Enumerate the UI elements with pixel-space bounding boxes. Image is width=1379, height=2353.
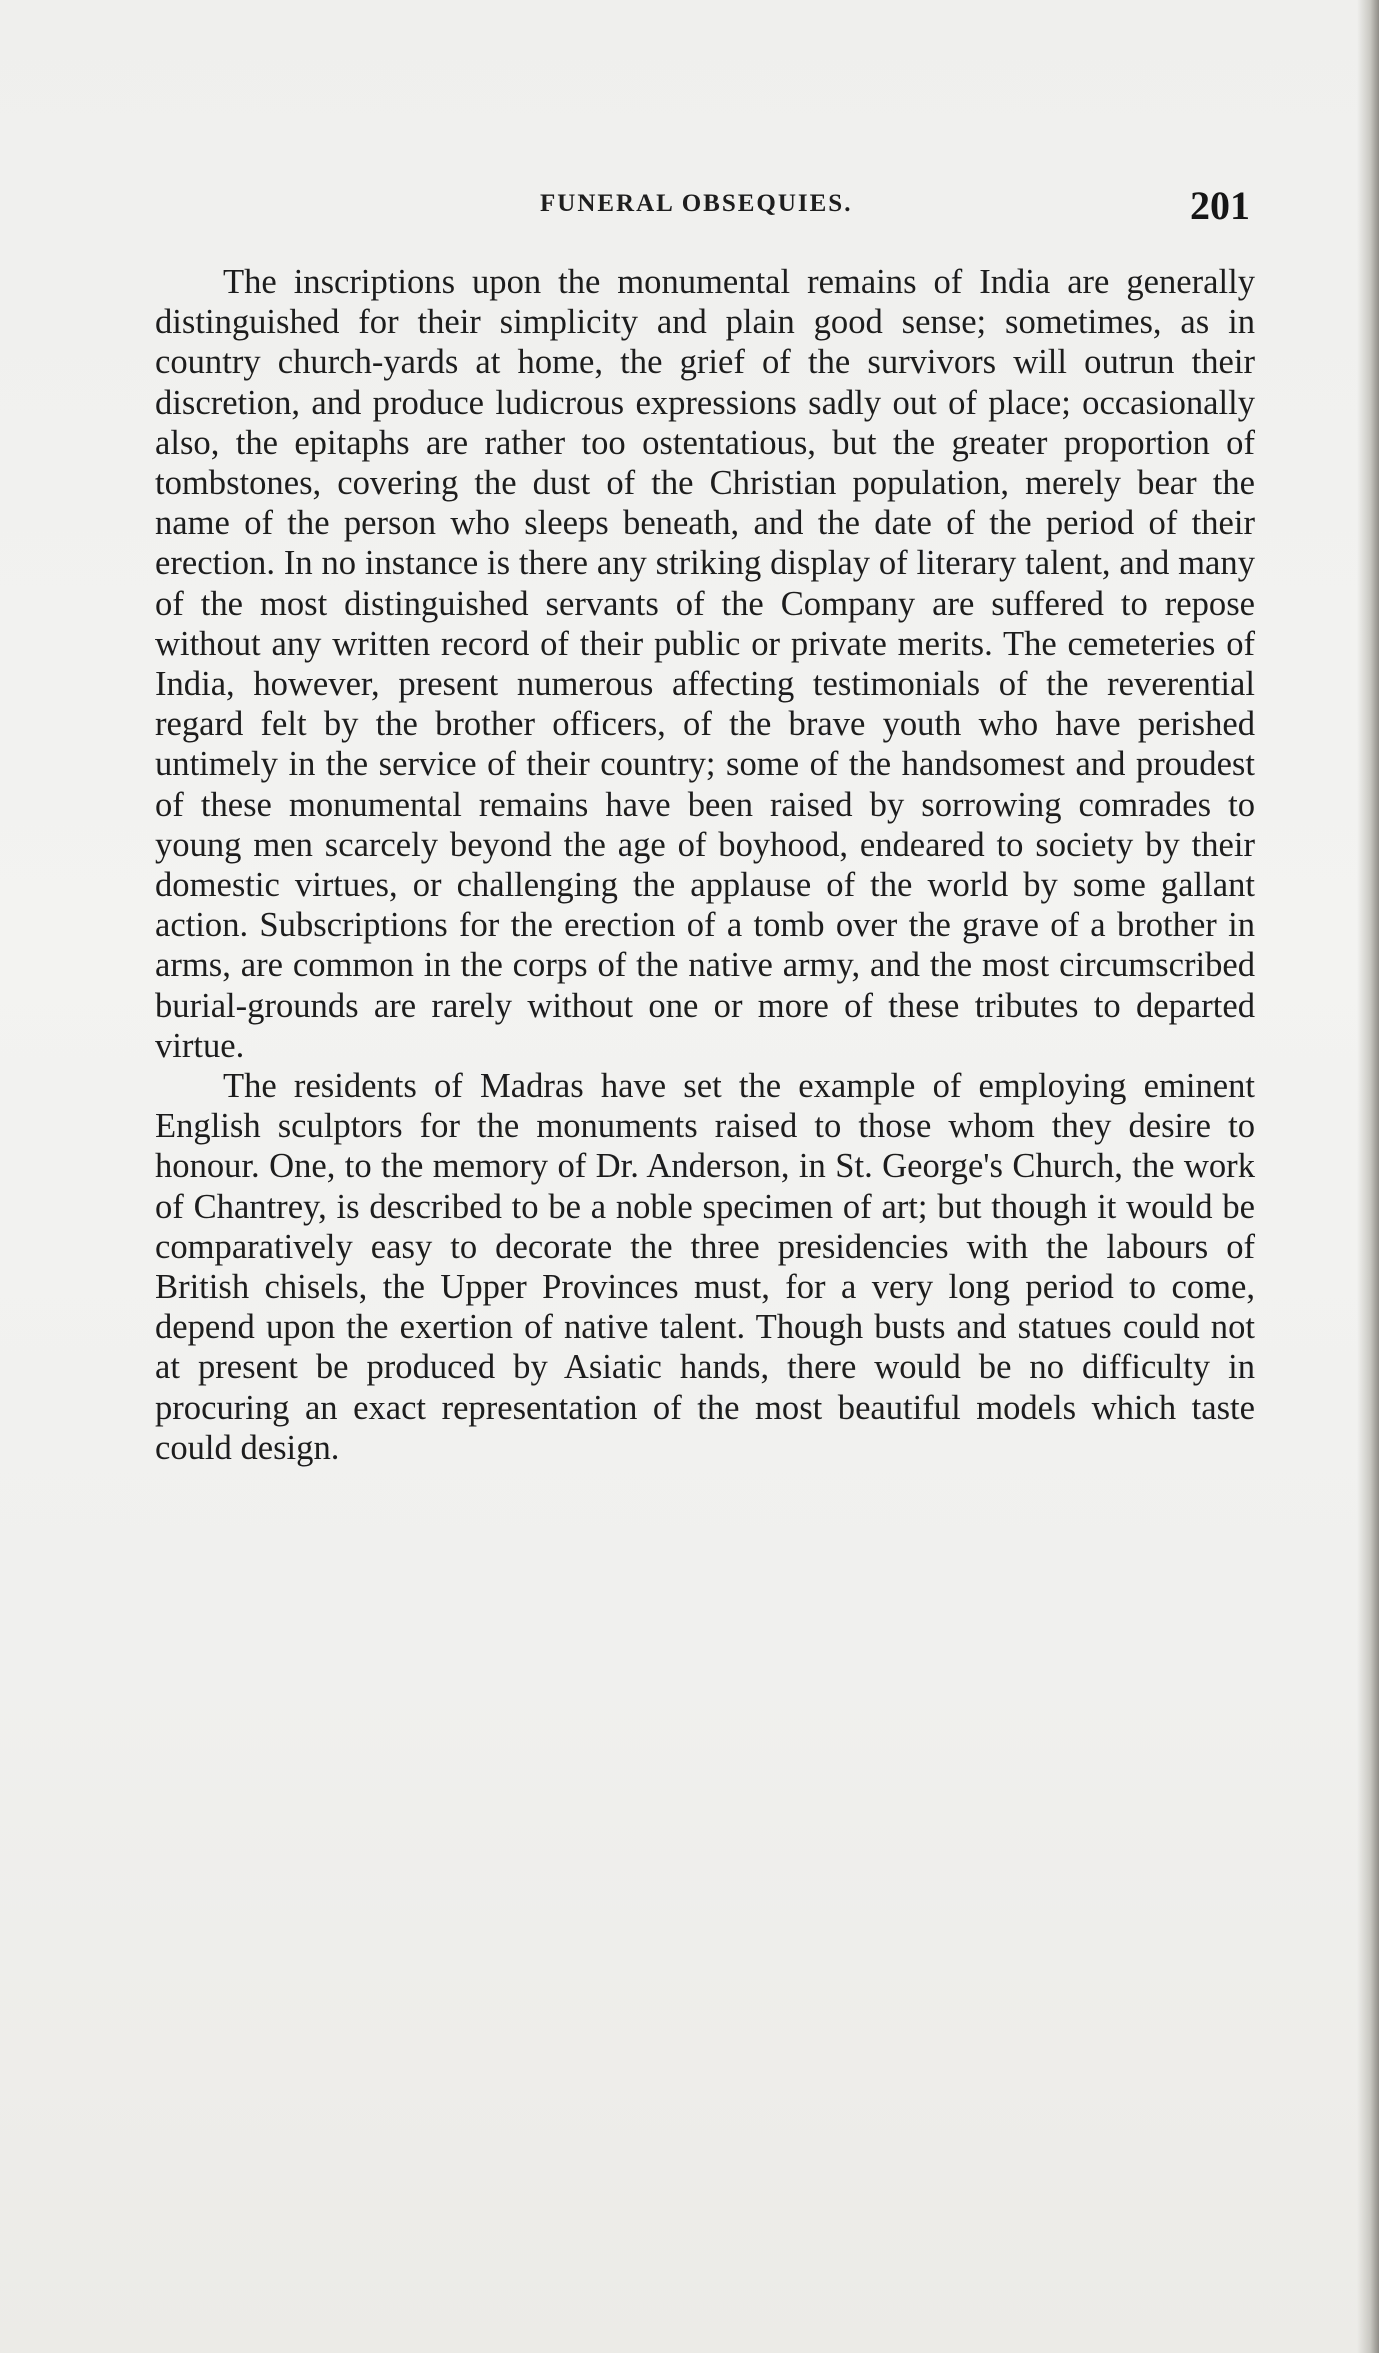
body-text bbox=[155, 262, 1255, 1468]
paragraph: The inscriptions upon the monumental remains of India are generally distinguished for their simplicity and plain good sense; sometimes, as in country church-yards at home, the grief of the survivors will outrun their discretion, and produce ludicrous expressions sadly out of place; occasionally also, the epitaphs are rather too ostentatious, but the greater proportion of tombstones, covering the dust of the Christian population, merely bear the name of the person who sleeps beneath, and the date of the period of their erection. In no instance is there any striking display of literary talent, and many of the most distinguished servants of the Company are suffered to repose without any written record of their public or private merits. The cemeteries of India, however, present numerous affecting testimonials of the reverential regard felt by the brother officers, of the brave youth who have perished untimely in the service of their country; some of the handsomest and proudest of these monumental remains have been raised by sorrowing comrades to young men scarcely beyond the age of boyhood, endeared to society by their domestic virtues, or challenging the applause of the world by some gallant action. Subscriptions for the erection of a tomb over the grave of a brother in arms, are common in the corps of the native army, and the most circumscribed burial-grounds are rarely without one or more of these tributes to departed virtue. bbox=[155, 263, 1255, 1065]
paragraph: The residents of Madras have set the example of employing eminent English sculptors for the monuments raised to those whom they desire to honour. One, to the memory of Dr. Anderson, in St. George's Church, the work of Chantrey, is described to be a noble specimen of art; but though it would be comparatively easy to decorate the three presidencies with the labours of British chisels, the Upper Provinces must, for a very long period to come, depend upon the exertion of native talent. Though busts and statues could not at present be produced by Asiatic hands, there would be no difficulty in procuring an exact representation of the most beautiful models which taste could design. bbox=[155, 1067, 1255, 1467]
page-header bbox=[0, 182, 1379, 242]
page-number: 201 bbox=[1190, 183, 1250, 228]
running-head: FUNERAL OBSEQUIES. bbox=[540, 190, 853, 217]
